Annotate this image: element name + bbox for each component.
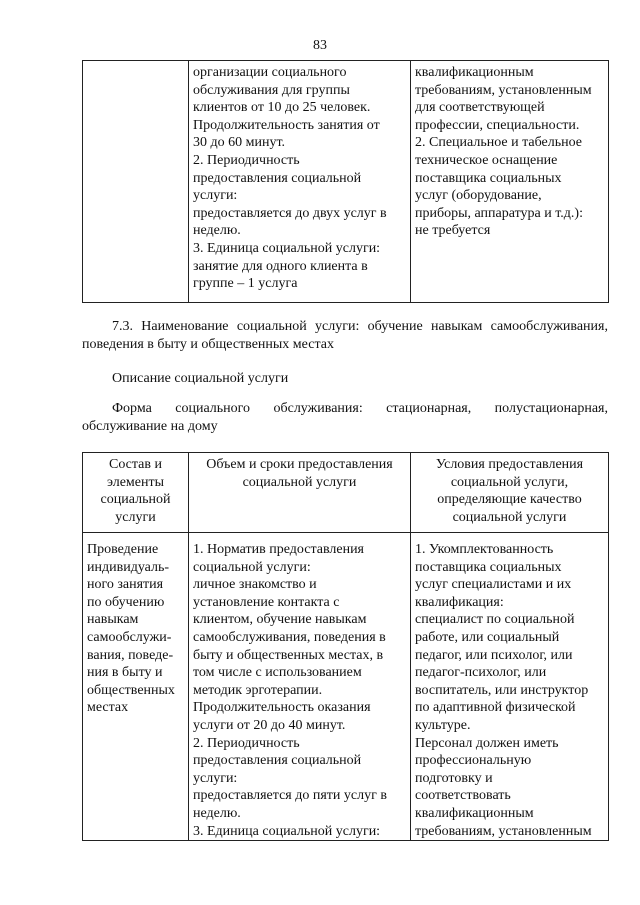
cell-line: клиентом, обучение навыкам [193, 612, 367, 628]
top-cell-conditions [411, 61, 609, 303]
table-row [83, 61, 609, 303]
cell-line: услуги [115, 509, 156, 525]
cell-line: Проведение [87, 542, 159, 557]
cell-line: поставщика социальных [415, 559, 562, 575]
cell-line: социальной [100, 492, 171, 508]
cell-line: 2. Периодичность [193, 152, 300, 168]
cell-line: элементы [106, 474, 165, 490]
description-label-text: Описание социальной услуги [112, 371, 289, 386]
cell-line: неделю. [193, 805, 241, 821]
cell-line: квалификационным [415, 65, 534, 80]
header-volume [189, 453, 411, 533]
cell-line: Персонал должен иметь [415, 735, 559, 751]
cell-line: социальной услуги [452, 509, 567, 525]
cell-line: клиентов от 10 до 25 человек. [193, 100, 371, 116]
cell-line: профессиональную [415, 753, 532, 769]
cell-line: вания, поведе- [87, 647, 174, 663]
cell-line: приборы, аппаратура и т.д.): [415, 205, 583, 221]
cell-line: по обучению [87, 594, 165, 610]
header-conditions [411, 453, 609, 533]
cell-line: Продолжительность занятия от [193, 117, 380, 133]
cell-line: специалист по социальной [415, 612, 575, 628]
cell-line: услуги: [193, 188, 238, 204]
cell-line: неделю. [193, 223, 241, 239]
cell-line: услуги: [193, 770, 238, 786]
cell-line: профессии, специальности. [415, 117, 580, 133]
cell-line: методик эрготерапии. [193, 682, 323, 698]
cell-line: 2. Периодичность [193, 735, 300, 751]
cell-conditions [411, 533, 609, 841]
cell-line: местах [87, 700, 129, 716]
cell-line: обслуживания для группы [193, 82, 350, 98]
description-label [82, 370, 608, 388]
cell-line: квалификационным [415, 805, 534, 821]
cell-line: услуги от 20 до 40 минут. [193, 717, 346, 733]
cell-line: предоставления социальной [193, 753, 362, 769]
cell-line: требованиям, установленным [415, 823, 592, 839]
cell-line: предоставляется до двух услуг в [193, 205, 387, 221]
cell-line: занятие для одного клиента в [193, 258, 368, 274]
cell-line: 1. Норматив предоставления [193, 542, 364, 557]
cell-line: подготовку и [415, 770, 493, 786]
cell-line: ного занятия [87, 577, 164, 593]
cell-line: ния в быту и [87, 665, 163, 681]
cell-line: предоставления социальной [193, 170, 362, 186]
cell-line: работе, или социальный [415, 629, 560, 645]
service-form-line-1: Форма социального обслуживания: стационарная, полустационарная, [112, 401, 608, 416]
cell-line: общественных [87, 682, 175, 698]
cell-line: поставщика социальных [415, 170, 562, 186]
cell-line: установление контакта с [193, 594, 340, 610]
header-composition [83, 453, 189, 533]
cell-line: Состав и [108, 457, 162, 472]
cell-line: социальной услуги: [193, 559, 311, 575]
table-row [83, 533, 609, 841]
section-heading-line-2: поведения в быту и общественных местах [82, 337, 334, 352]
cell-line: по адаптивной физической [415, 700, 576, 716]
cell-line: Объем и сроки предоставления [206, 457, 393, 472]
service-form [82, 400, 608, 436]
page-number: 83 [313, 38, 327, 53]
cell-line: предоставляется до пяти услуг в [193, 788, 387, 804]
cell-line: педагог-психолог, или [415, 665, 547, 681]
cell-line: навыкам [87, 612, 139, 628]
cell-line: социальной услуги [242, 474, 357, 490]
cell-line: требованиям, установленным [415, 82, 592, 98]
section-heading-line-1: 7.3. Наименование социальной услуги: обучение навыкам самообслуживания, [112, 319, 608, 334]
table-header-row [83, 453, 609, 533]
cell-line: личное знакомство и [193, 577, 317, 593]
cell-line: Условия предоставления [435, 457, 584, 472]
service-table [82, 452, 609, 841]
cell-line: техническое оснащение [415, 152, 558, 168]
cell-line: том числе с использованием [193, 665, 362, 681]
cell-line: самообслужи- [87, 629, 172, 645]
cell-line: социальной услуги, [450, 474, 569, 490]
cell-line: не требуется [415, 223, 491, 239]
cell-line: организации социального [193, 65, 347, 80]
cell-line: быту и общественных местах, в [193, 647, 384, 663]
cell-line: услуг специалистами и их [415, 577, 572, 593]
top-cell-volume [189, 61, 411, 303]
continuation-table [82, 60, 609, 303]
cell-line: 3. Единица социальной услуги: [193, 823, 381, 839]
cell-line: воспитатель, или инструктор [415, 682, 589, 698]
cell-volume [189, 533, 411, 841]
cell-line: педагог, или психолог, или [415, 647, 573, 663]
cell-line: 3. Единица социальной услуги: [193, 240, 381, 256]
cell-line: 30 до 60 минут. [193, 135, 286, 151]
cell-line: Продолжительность оказания [193, 700, 371, 716]
cell-line: соответствовать [415, 788, 511, 804]
cell-line: квалификация: [415, 594, 504, 610]
cell-line: для соответствующей [415, 100, 545, 116]
service-form-line-2: обслуживание на дому [82, 419, 218, 434]
section-heading [82, 318, 608, 354]
top-cell-composition [83, 61, 189, 303]
cell-line: определяющие качество [437, 492, 582, 508]
cell-line: 1. Укомплектованность [415, 542, 554, 557]
cell-line: самообслуживания, поведения в [193, 629, 386, 645]
cell-line: индивидуаль- [87, 559, 170, 575]
cell-line: культуре. [415, 717, 471, 733]
cell-line: группе – 1 услуга [193, 276, 298, 292]
cell-line: услуг (оборудование, [415, 188, 542, 204]
cell-line: 2. Специальное и табельное [415, 135, 583, 151]
cell-composition [83, 533, 189, 841]
